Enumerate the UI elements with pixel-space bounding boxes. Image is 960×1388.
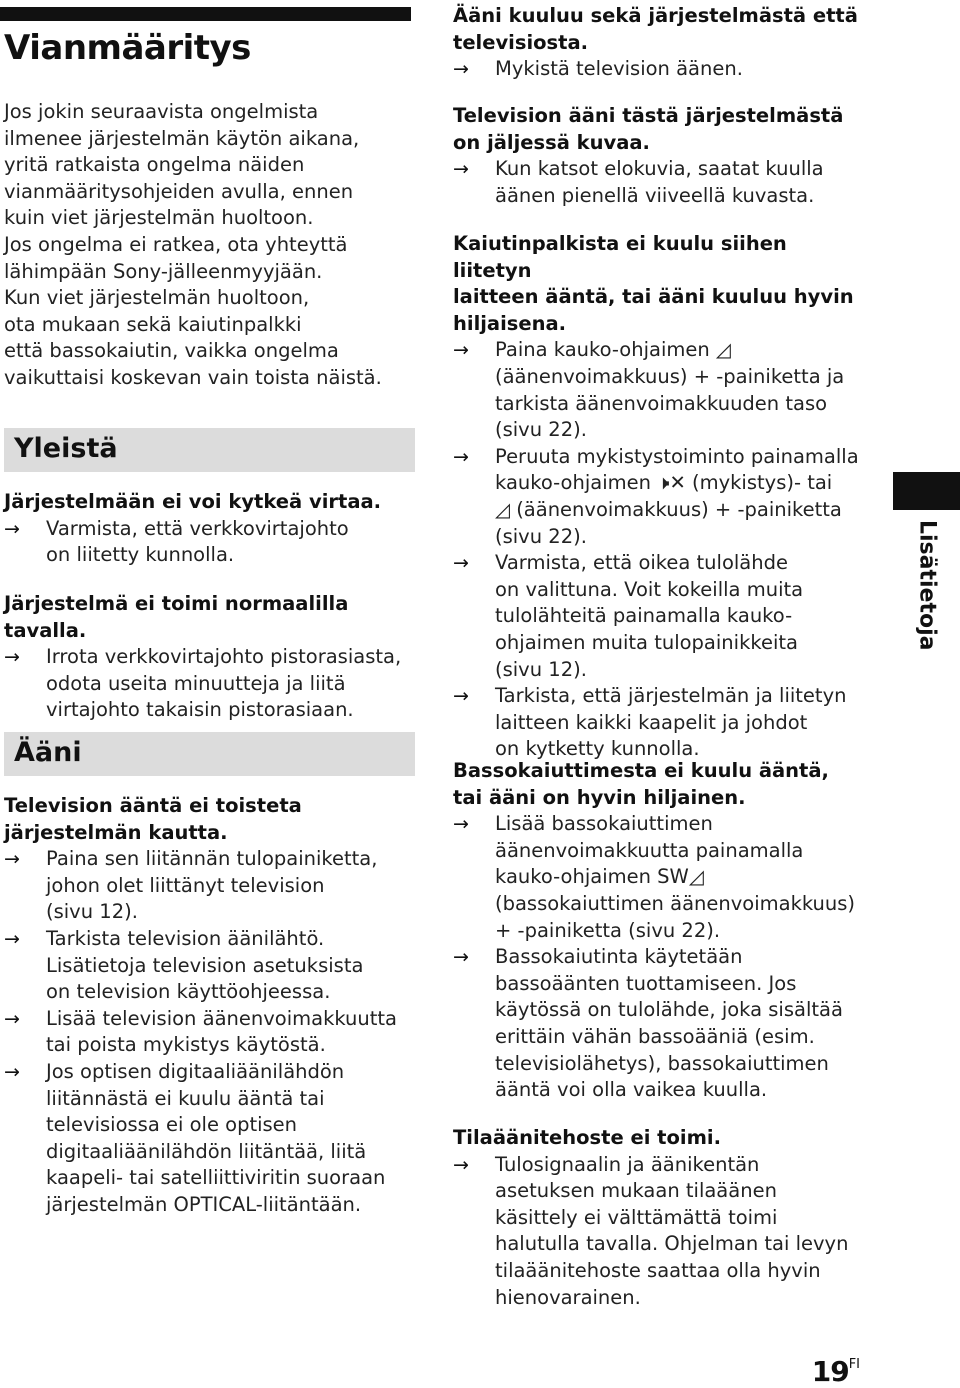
solution-line: kauko-ohjaimen SW◿ — [495, 865, 704, 889]
solution-item — [453, 337, 863, 443]
solution-line: tarkista äänenvoimakkuuden taso — [495, 391, 828, 415]
solution-line: Varmista, että oikea tulolähde — [495, 551, 788, 575]
problem-heading: Kaiutinpalkista ei kuulu siihen liitetyn — [453, 232, 787, 282]
problem-sound-lags-picture — [453, 103, 863, 209]
solution-line: liitännästä ei kuulu ääntä tai — [46, 1086, 325, 1110]
arrow-icon: → — [4, 1007, 20, 1030]
problem-heading: Bassokaiuttimesta ei kuulu ääntä, — [453, 759, 829, 782]
intro-line: Jos jokin seuraavista ongelmista — [4, 100, 319, 123]
problem-abnormal-operation — [4, 591, 412, 724]
problem-sound-from-both — [453, 3, 863, 83]
solution-line: virtajohto takaisin pistorasiaan. — [46, 698, 354, 722]
solution-line: Tarkista, että järjestelmän ja liitetyn — [495, 684, 847, 708]
solution-item — [4, 1006, 412, 1059]
solution-line: Varmista, että verkkovirtajohto — [46, 516, 349, 540]
arrow-icon: → — [4, 848, 20, 871]
solution-line: erittäin vähän bassoääniä (esim. — [495, 1024, 815, 1048]
intro-line: ota mukaan sekä kaiutinpalkki — [4, 312, 302, 336]
solution-line: on television käyttöohjeessa. — [46, 980, 331, 1004]
arrow-icon: → — [453, 552, 469, 575]
page-title: Vianmääritys — [4, 28, 251, 68]
arrow-icon: → — [453, 685, 469, 708]
arrow-icon: → — [453, 339, 469, 362]
solution-line: äänenvoimakkuutta painamalla — [495, 838, 804, 862]
solution-line: kaapeli- tai satelliittiviritin suoraan — [46, 1166, 386, 1190]
solution-item — [453, 444, 863, 550]
problem-heading: Järjestelmään ei voi kytkeä virtaa. — [4, 490, 382, 513]
solution-item — [453, 683, 863, 763]
problem-heading: Television ääntä ei toisteta — [4, 794, 302, 817]
problem-heading: järjestelmän kautta. — [4, 820, 228, 844]
solution-line: Tarkista television äänilähtö. — [46, 926, 325, 950]
arrow-icon: → — [453, 946, 469, 969]
solution-line: Mykistä television äänen. — [495, 57, 743, 81]
solution-line: äänen pienellä viiveellä kuvasta. — [495, 183, 815, 207]
problem-no-subwoofer-sound — [453, 758, 863, 1104]
solution-line: Paina kauko-ohjaimen ◿ — [495, 338, 731, 362]
solution-item — [453, 156, 863, 209]
page-number — [812, 1355, 860, 1388]
solution-item — [4, 1059, 412, 1219]
solution-line: televisiolähetys), bassokaiuttimen — [495, 1051, 829, 1075]
solution-line: tai poista mykistys käytöstä. — [46, 1033, 326, 1057]
solution-line: (bassokaiuttimen äänenvoimakkuus) — [495, 891, 856, 915]
problem-heading: Järjestelmä ei toimi normaalilla tavalla. — [4, 592, 349, 642]
solution-line: Jos optisen digitaaliäänilähdön — [46, 1059, 345, 1083]
solution-line: kauko-ohjaimen 🕨✕ (mykistys)- tai — [495, 471, 833, 495]
solution-item — [453, 811, 863, 944]
intro-line: vianmääritysohjeiden avulla, ennen — [4, 179, 354, 203]
problem-heading: hiljaisena. — [453, 311, 567, 335]
solution-line: ääntä voi olla vaikea kuulla. — [495, 1078, 768, 1102]
solution-item — [453, 944, 863, 1104]
intro-line: ilmenee järjestelmän käytön aikana, — [4, 126, 360, 150]
problem-heading: televisiosta. — [453, 30, 589, 54]
problem-heading: tai ääni on hyvin hiljainen. — [453, 785, 746, 809]
solution-line: halutulla tavalla. Ohjelman tai levyn — [495, 1232, 849, 1256]
solution-line: Peruuta mykistystoiminto painamalla — [495, 444, 859, 468]
solution-line: Lisätietoja television asetuksista — [46, 953, 364, 977]
side-tab — [893, 520, 960, 650]
problem-no-sound-from-connected-device — [453, 231, 863, 763]
solution-line: (sivu 22). — [495, 524, 587, 548]
problem-heading: Television ääni tästä järjestelmästä — [453, 104, 844, 127]
solution-line: hienovarainen. — [495, 1285, 641, 1309]
intro-line: kuin viet järjestelmän huoltoon. — [4, 206, 314, 230]
solution-item — [4, 846, 412, 926]
intro-line: että bassokaiutin, vaikka ongelma — [4, 339, 339, 363]
solution-line: tulolähteitä painamalla kauko- — [495, 604, 793, 628]
solution-line: Paina sen liitännän tulopainiketta, — [46, 847, 378, 871]
arrow-icon: → — [4, 517, 20, 540]
solution-line: (äänenvoimakkuus) + -painiketta ja — [495, 364, 845, 388]
solution-item — [453, 56, 863, 83]
solution-line: bassoäänten tuottamiseen. Jos — [495, 971, 797, 995]
solution-item — [453, 550, 863, 683]
solution-line: (sivu 22). — [495, 418, 587, 442]
section-sound-label: Ääni — [14, 737, 82, 768]
solution-line: Kun katsot elokuvia, saatat kuulla — [495, 157, 824, 181]
section-general — [4, 428, 415, 472]
solution-item — [4, 926, 412, 1006]
solution-line: on liitetty kunnolla. — [46, 543, 235, 567]
page-language: FI — [848, 1357, 860, 1372]
solution-line: on kytketty kunnolla. — [495, 737, 700, 761]
solution-line: odota useita minuutteja ja liitä — [46, 671, 346, 695]
solution-line: käsittely ei välttämättä toimi — [495, 1205, 778, 1229]
problem-no-power — [4, 489, 412, 569]
problem-heading: Tilaäänitehoste ei toimi. — [453, 1126, 721, 1149]
problem-surround-not-working — [453, 1125, 863, 1311]
solution-line: käytössä on tulolähde, joka sisältää — [495, 998, 843, 1022]
solution-line: Lisää bassokaiuttimen — [495, 812, 713, 836]
solution-line: tilaäänitehoste saattaa olla hyvin — [495, 1258, 821, 1282]
intro-paragraph — [4, 99, 412, 392]
solution-line: Irrota verkkovirtajohto pistorasiasta, — [46, 645, 402, 669]
solution-line: Tulosignaalin ja äänikentän — [495, 1152, 760, 1176]
arrow-icon: → — [453, 813, 469, 836]
arrow-icon: → — [453, 1153, 469, 1176]
solution-line: televisiossa ei ole optisen — [46, 1113, 298, 1137]
solution-line: järjestelmän OPTICAL-liitäntään. — [46, 1192, 362, 1216]
arrow-icon: → — [4, 646, 20, 669]
solution-line: (sivu 12). — [495, 657, 587, 681]
section-sound — [4, 732, 415, 776]
problem-heading: laitteen ääntä, tai ääni kuuluu hyvin — [453, 285, 854, 309]
solution-line: ◿ (äänenvoimakkuus) + -painiketta — [495, 497, 842, 521]
solution-item — [453, 1152, 863, 1312]
solution-line: (sivu 12). — [46, 900, 138, 924]
solution-line: + -painiketta (sivu 22). — [495, 918, 721, 942]
solution-line: ohjaimen muita tulopainikkeita — [495, 630, 798, 654]
problem-tv-sound-not-output — [4, 793, 412, 1219]
side-tab-marker — [893, 472, 960, 510]
section-general-label: Yleistä — [14, 433, 118, 464]
solution-item — [4, 516, 412, 569]
solution-item — [4, 644, 412, 724]
side-tab-label: Lisätietoja — [914, 520, 939, 651]
intro-line: Jos ongelma ei ratkea, ota yhteyttä — [4, 232, 348, 256]
arrow-icon: → — [4, 927, 20, 950]
problem-heading: on jäljessä kuvaa. — [453, 130, 650, 154]
arrow-icon: → — [453, 58, 469, 81]
solution-line: johon olet liittänyt television — [46, 873, 325, 897]
solution-line: Lisää television äänenvoimakkuutta — [46, 1006, 398, 1030]
arrow-icon: → — [453, 158, 469, 181]
arrow-icon: → — [453, 445, 469, 468]
intro-line: yritä ratkaista ongelma näiden — [4, 153, 305, 177]
solution-line: digitaaliäänilähdön liitäntää, liitä — [46, 1139, 367, 1163]
intro-line: Kun viet järjestelmän huoltoon, — [4, 286, 310, 310]
intro-line: vaikuttaisi koskevan vain toista näistä. — [4, 365, 382, 389]
solution-line: Bassokaiutinta käytetään — [495, 945, 743, 969]
solution-line: laitteen kaikki kaapelit ja johdot — [495, 710, 808, 734]
solution-line: asetuksen mukaan tilaäänen — [495, 1179, 777, 1203]
arrow-icon: → — [4, 1060, 20, 1083]
problem-heading: Ääni kuuluu sekä järjestelmästä että — [453, 4, 858, 27]
intro-line: lähimpään Sony-jälleenmyyjään. — [4, 259, 323, 283]
title-rule — [0, 7, 411, 21]
page-number-value: 19 — [811, 1355, 849, 1388]
solution-line: on valittuna. Voit kokeilla muita — [495, 577, 804, 601]
